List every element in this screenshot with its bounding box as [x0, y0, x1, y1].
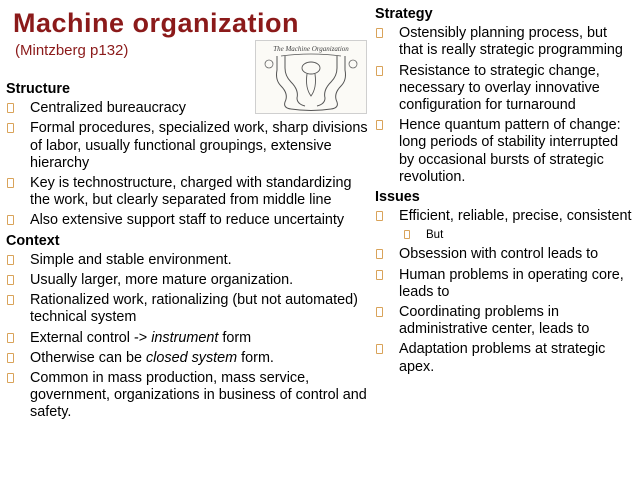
structure-item: Also extensive support staff to reduce uncertainty	[6, 212, 368, 229]
issues-item: Adaptation problems at strategic apex.	[375, 341, 633, 375]
issues-sub-item: But	[375, 228, 633, 243]
structure-item: Key is technostructure, charged with standardizing the work, but clearly separated from middle line	[6, 175, 368, 209]
structure-item: Formal procedures, specialized work, sharp divisions of labor, usually functional groupings, extensive hierarchy	[6, 120, 368, 172]
bullet-icon	[376, 249, 383, 259]
context-heading: Context	[6, 232, 60, 249]
right-column	[375, 5, 633, 475]
bullet-icon	[376, 211, 383, 221]
bullet-icon	[7, 275, 14, 285]
bullet-icon	[376, 344, 383, 354]
strategy-list	[375, 25, 633, 186]
context-item-external-control: External control -> instrument form	[6, 330, 368, 347]
bullet-icon	[376, 28, 383, 38]
context-item: Usually larger, more mature organization.	[6, 272, 368, 289]
context-item: Simple and stable environment.	[6, 252, 368, 269]
context-item: Common in mass production, mass service, government, organizations in business of control and safety.	[6, 370, 368, 422]
structure-item: Centralized bureaucracy	[6, 100, 368, 117]
structure-heading: Structure	[6, 81, 70, 97]
structure-list	[6, 100, 368, 229]
strategy-item: Resistance to strategic change, necessary to overlay innovative configuration for turnaround	[375, 63, 633, 115]
bullet-icon	[404, 230, 410, 239]
bullet-icon	[7, 215, 14, 225]
issues-list	[375, 208, 633, 376]
issues-item: Human problems in operating core, leads to	[375, 267, 633, 301]
issues-item: Obsession with control leads to	[375, 246, 633, 263]
issues-item: Efficient, reliable, precise, consistent	[375, 208, 633, 225]
sketch-caption: The Machine Organization	[273, 45, 349, 53]
strategy-heading: Strategy	[375, 6, 433, 22]
bullet-icon	[7, 373, 14, 383]
issues-heading: Issues	[375, 189, 420, 206]
bullet-icon	[7, 178, 14, 188]
bullet-icon	[7, 255, 14, 265]
bullet-icon	[7, 103, 14, 113]
context-item: Rationalized work, rationalizing (but not automated) technical system	[6, 292, 368, 326]
bullet-icon	[7, 353, 14, 363]
bullet-icon	[376, 120, 383, 130]
bullet-icon	[376, 307, 383, 317]
slide-subtitle: (Mintzberg p132)	[15, 42, 129, 59]
issues-item: Coordinating problems in administrative center, leads to	[375, 304, 633, 338]
bullet-icon	[7, 123, 14, 133]
bullet-icon	[7, 333, 14, 343]
strategy-item: Ostensibly planning process, but that is really strategic programming	[375, 25, 633, 59]
bullet-icon	[376, 270, 383, 280]
context-item-closed-system: Otherwise can be closed system form.	[6, 350, 368, 367]
left-column	[6, 80, 368, 475]
bullet-icon	[7, 295, 14, 305]
bullet-icon	[376, 66, 383, 76]
slide-title: Machine organization	[13, 8, 300, 38]
context-list	[6, 252, 368, 422]
strategy-item: Hence quantum pattern of change: long periods of stability interrupted by occasional bursts of strategic revolution.	[375, 117, 633, 186]
